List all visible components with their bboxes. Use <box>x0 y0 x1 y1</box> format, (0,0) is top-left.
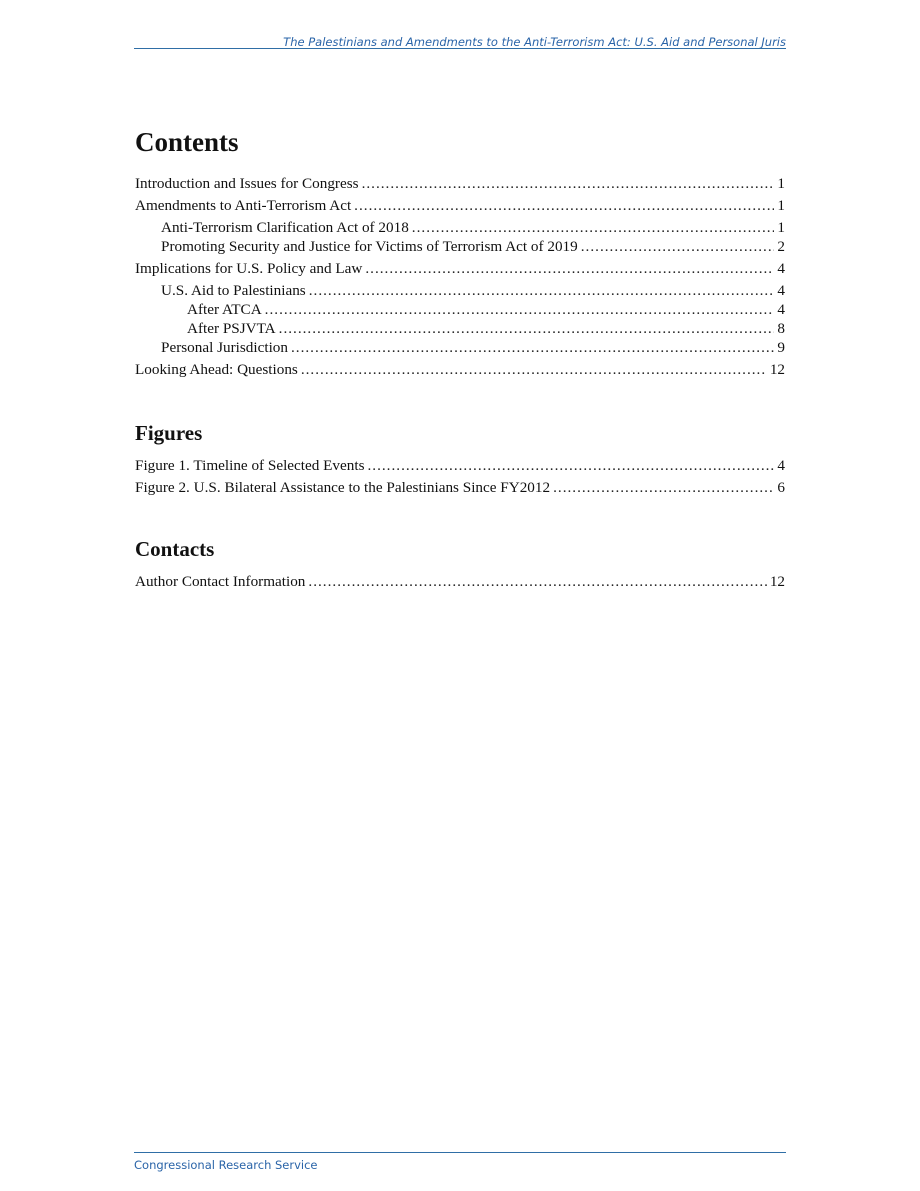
toc-entry-page: 1 <box>777 197 785 214</box>
toc-entry-title: Figure 1. Timeline of Selected Events <box>135 457 365 474</box>
toc-entry-amendments[interactable] <box>135 196 785 215</box>
figures-list <box>135 456 785 497</box>
toc-entry-page: 4 <box>777 260 785 277</box>
contacts-list <box>135 572 785 591</box>
toc-leader-dots <box>309 281 775 300</box>
toc-entry-figure-1[interactable] <box>135 456 785 475</box>
running-footer <box>134 1152 786 1174</box>
toc-entry-after-psjvta[interactable] <box>135 319 785 338</box>
toc-entry-title: After ATCA <box>187 301 262 318</box>
toc-entry-page: 8 <box>777 320 785 337</box>
toc-leader-dots <box>354 196 774 215</box>
running-header-title: The Palestinians and Amendments to the Anti-Terrorism Act: U.S. Aid and Personal Juris <box>283 35 786 49</box>
toc-entry-page: 4 <box>777 457 785 474</box>
toc-entry-author-contact[interactable] <box>135 572 785 591</box>
toc-entry-personal-jurisdiction[interactable] <box>135 338 785 357</box>
toc-entry-title: Implications for U.S. Policy and Law <box>135 260 363 277</box>
toc-leader-dots <box>362 174 775 193</box>
toc-entry-title: Author Contact Information <box>135 573 306 590</box>
toc-entry-page: 12 <box>769 361 785 378</box>
toc-entry-us-aid[interactable] <box>135 281 785 300</box>
toc-entry-atca[interactable] <box>135 218 785 237</box>
toc-leader-dots <box>553 478 774 497</box>
toc-entry-psjvta[interactable] <box>135 237 785 256</box>
figures-heading: Figures <box>135 421 203 445</box>
toc-entry-title: After PSJVTA <box>187 320 276 337</box>
toc-entry-page: 9 <box>777 339 785 356</box>
toc-entry-page: 4 <box>777 301 785 318</box>
toc-leader-dots <box>365 259 774 278</box>
toc-entry-figure-2[interactable] <box>135 478 785 497</box>
toc-entry-title: Personal Jurisdiction <box>161 339 288 356</box>
toc-leader-dots <box>581 237 775 256</box>
toc-leader-dots <box>367 456 774 475</box>
toc-entry-title: Figure 2. U.S. Bilateral Assistance to the Palestinians Since FY2012 <box>135 479 551 496</box>
footer-publisher: Congressional Research Service <box>134 1158 318 1172</box>
contents-heading: Contents <box>135 127 239 157</box>
toc-entry-title: Anti-Terrorism Clarification Act of 2018 <box>161 219 409 236</box>
toc-leader-dots <box>265 300 775 319</box>
toc-entry-introduction[interactable] <box>135 174 785 193</box>
toc-leader-dots <box>291 338 774 357</box>
toc-entry-after-atca[interactable] <box>135 300 785 319</box>
running-header <box>134 33 786 49</box>
toc-leader-dots <box>279 319 775 338</box>
toc-entry-title: U.S. Aid to Palestinians <box>161 282 306 299</box>
toc-entry-page: 12 <box>769 573 785 590</box>
toc-entry-title: Introduction and Issues for Congress <box>135 175 359 192</box>
toc-leader-dots <box>308 572 766 591</box>
toc-entry-page: 1 <box>777 219 785 236</box>
toc-entry-looking-ahead[interactable] <box>135 360 785 379</box>
contents-list <box>135 174 785 379</box>
toc-leader-dots <box>301 360 767 379</box>
toc-entry-title: Amendments to Anti-Terrorism Act <box>135 197 352 214</box>
toc-entry-page: 4 <box>777 282 785 299</box>
toc-entry-page: 2 <box>777 238 785 255</box>
toc-entry-page: 1 <box>777 175 785 192</box>
toc-leader-dots <box>412 218 775 237</box>
contacts-heading: Contacts <box>135 537 215 561</box>
toc-entry-implications[interactable] <box>135 259 785 278</box>
toc-entry-title: Looking Ahead: Questions <box>135 361 298 378</box>
toc-entry-title: Promoting Security and Justice for Victims of Terrorism Act of 2019 <box>161 238 578 255</box>
toc-entry-page: 6 <box>777 479 785 496</box>
